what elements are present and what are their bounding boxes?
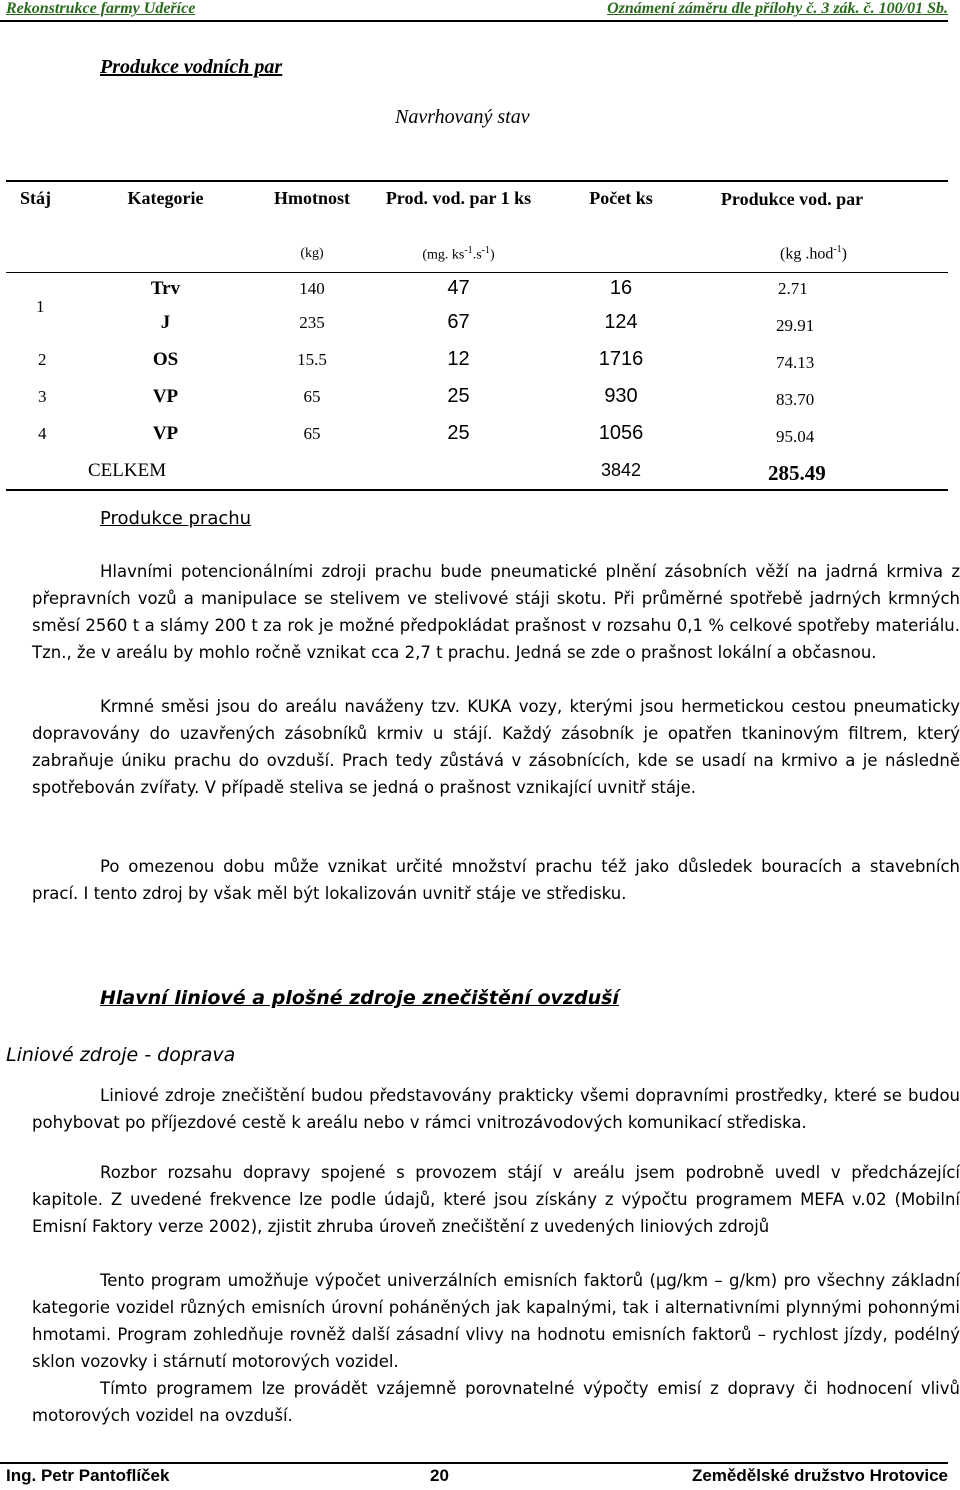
cell-total-count: 3842 — [600, 460, 642, 480]
page-footer — [0, 1462, 948, 1488]
cell-total: 95.04 — [776, 426, 815, 446]
col-header-prod-per-head: Prod. vod. par 1 ks — [385, 188, 532, 208]
footer-organisation: Zemědělské družstvo Hrotovice — [691, 1466, 948, 1485]
table-header-row — [6, 181, 948, 236]
cell-count: 16 — [609, 277, 633, 299]
page-header — [0, 0, 948, 22]
cell-count: 124 — [604, 311, 638, 333]
cell-count: 930 — [604, 385, 638, 407]
cell-stable: 4 — [38, 423, 47, 443]
cell-total: 2.71 — [778, 278, 808, 298]
cell-total-label: CELKEM — [88, 459, 167, 481]
col-header-category: Kategorie — [127, 188, 204, 208]
cell-count: 1056 — [598, 422, 644, 444]
cell-stable: 1 — [36, 297, 45, 316]
table-row — [6, 304, 948, 341]
cell-category: J — [160, 311, 171, 333]
cell-prod: 25 — [447, 422, 470, 444]
col-header-weight: Hmotnost — [274, 188, 350, 208]
cell-category: OS — [152, 348, 179, 370]
cell-total-prod: 285.49 — [768, 461, 826, 485]
dust-paragraph-2: Krmné směsi jsou do areálu naváženy tzv. KUKA vozy, kterými jsou hermetickou cestou pneumaticky dopravovány do uzavřených zásobníků krmiv u stájí. Každý zásobník je opatřen tkaninovým filtrem, který zabraňuje úniku prachu do ovzduší. Prach tedy zůstává v zásobnících, kde se usadí na krmivo a je následně spotřebován zvířaty. V případě steliva se jedná o prašnost vznikající uvnitř stáje. — [32, 697, 960, 797]
line-sources-subheading: Liniové zdroje - doprava — [6, 1044, 236, 1066]
table-row — [6, 341, 948, 378]
cell-prod: 67 — [447, 311, 470, 333]
cell-prod: 25 — [447, 385, 470, 407]
header-project-title: Rekonstrukce farmy Udeříce — [6, 0, 196, 17]
proposed-state-subheading: Navrhovaný stav — [395, 106, 530, 128]
cell-total: 29.91 — [776, 315, 815, 335]
cell-stable: 3 — [38, 386, 47, 406]
unit-total-prod: (kg .hod$^{-1}$) — [696, 236, 948, 273]
table-total-row — [6, 452, 948, 490]
cell-category: Trv — [150, 277, 181, 299]
cell-total: 74.13 — [776, 352, 815, 372]
footer-page-number: 20 — [430, 1466, 449, 1485]
water-vapour-heading: Produkce vodních par — [100, 56, 283, 78]
line-paragraph-3: Tento program umožňuje výpočet univerzálních emisních faktorů (µg/km – g/km) pro všechny základní kategorie vozidel různých emisních úrovní poháněných jak kapalnými, tak i alternativními plynnými pohonnými hmotami. Program zohledňuje rovněž další zásadní vlivy na hodnotu emisních faktorů – rychlost jízdy, podélný sklon vozovky i stárnutí motorových vozidel. — [32, 1271, 960, 1371]
cell-count: 1716 — [598, 348, 644, 370]
table-row — [6, 415, 948, 452]
cell-weight: 235 — [299, 312, 325, 332]
footer-author: Ing. Petr Pantoflíček — [6, 1466, 170, 1485]
table-row — [6, 378, 948, 415]
dust-heading: Produkce prachu — [100, 508, 252, 529]
cell-prod: 12 — [447, 348, 470, 370]
cell-total: 83.70 — [776, 389, 815, 409]
header-document-type: Oznámení záměru dle přílohy č. 3 zák. č. 100/01 Sb. — [607, 0, 948, 17]
dust-paragraph-1: Hlavními potencionálními zdroji prachu bude pneumatické plnění zásobních věží na jadrná krmiva z přepravních vozů a manipulace se stelivem ve stelivové stáji skotu. Při průměrné spotřebě jadrných krmných směsí 2560 t a slámy 200 t za rok je možné předpokládat prašnost v rozsahu 0,1 % celkové spotřeby materiálu. Tzn., že v areálu by mohlo ročně vznikat cca 2,7 t prachu. Jedná se zde o prašnost lokální a občasnou. — [32, 562, 960, 662]
col-header-count: Počet ks — [589, 188, 653, 208]
water-vapour-table — [6, 180, 948, 491]
cell-category: VP — [152, 422, 179, 444]
cell-weight: 15.5 — [297, 349, 327, 369]
cell-stable: 2 — [38, 349, 47, 369]
line-paragraph-4: Tímto programem lze provádět vzájemně porovnatelné výpočty emisí z dopravy či hodnocení vlivů motorových vozidel na ovzduší. — [32, 1379, 960, 1425]
unit-weight: (kg) — [253, 236, 371, 273]
line-sources-heading: Hlavní liniové a plošné zdroje znečištění ovzduší — [100, 987, 619, 1009]
dust-paragraph-3: Po omezenou dobu může vznikat určité množství prachu též jako důsledek bouracích a stavebních prací. I tento zdroj by však měl být lokalizován uvnitř stáje ve středisku. — [32, 857, 960, 903]
table-units-row — [6, 236, 948, 273]
cell-category: VP — [152, 385, 179, 407]
line-paragraph-2: Rozbor rozsahu dopravy spojené s provozem stájí v areálu jsem podrobně uvedl v předcházející kapitole. Z uvedené frekvence lze podle údajů, které jsou získány z výpočtu programem MEFA v.02 (Mobilní Emisní Faktory verze 2002), zjistit zhruba úroveň znečištění z uvedených liniových zdrojů — [32, 1163, 960, 1236]
table-row — [6, 273, 948, 305]
cell-weight: 65 — [303, 386, 321, 406]
cell-prod: 47 — [447, 277, 470, 299]
col-header-stable: Stáj — [20, 188, 51, 208]
cell-weight: 140 — [299, 278, 325, 298]
col-header-total-prod: Produkce vod. par — [720, 189, 864, 209]
cell-weight: 65 — [303, 423, 321, 443]
line-paragraph-1: Liniové zdroje znečištění budou představovány prakticky všemi dopravními prostředky, které se budou pohybovat po příjezdové cestě k areálu nebo v rámci vnitrozávodových komunikací střediska. — [32, 1086, 960, 1132]
unit-prod-per-head: (mg. $ks^{-1}.s^{-1}$) — [371, 236, 546, 273]
